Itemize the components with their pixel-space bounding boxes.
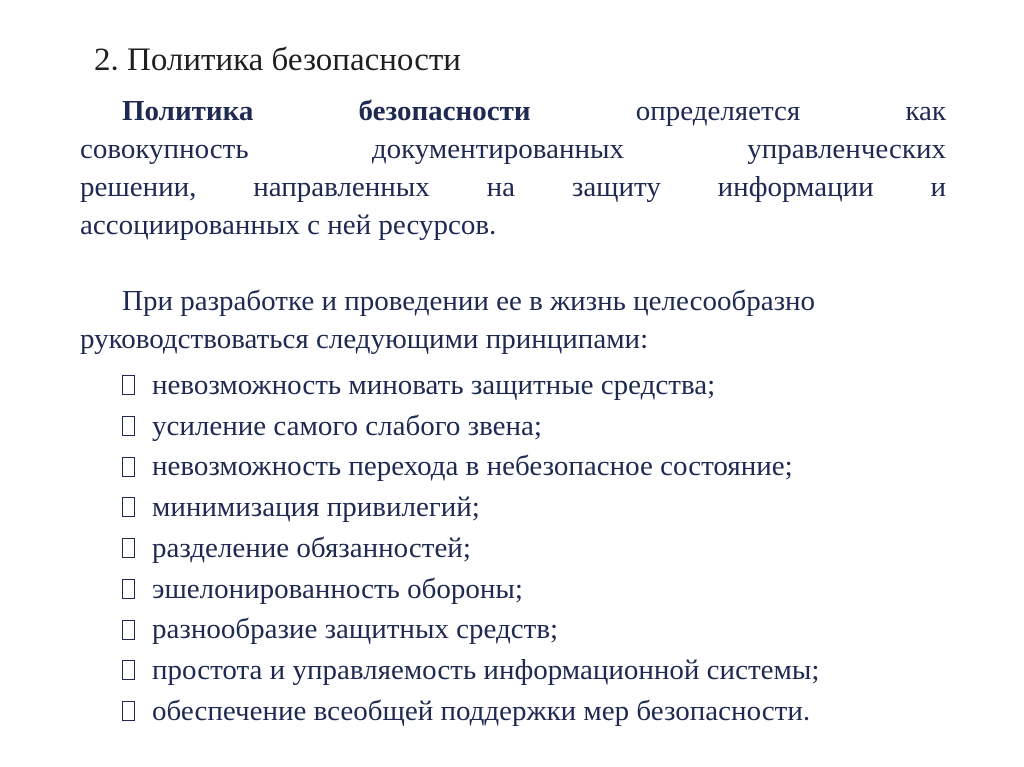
definition-word: и bbox=[930, 171, 946, 203]
definition-word: определяется bbox=[635, 95, 801, 127]
checkbox-bullet-icon bbox=[122, 416, 135, 436]
definition-word: совокупность bbox=[80, 133, 249, 165]
list-item-text: простота и управляемость информационной системы; bbox=[152, 653, 820, 686]
slide-title: 2. Политика безопасности bbox=[94, 42, 461, 78]
definition-word: направленных bbox=[253, 171, 430, 203]
list-item-text: обеспечение всеобщей поддержки мер безопасности. bbox=[152, 694, 811, 727]
checkbox-bullet-icon bbox=[122, 457, 135, 477]
list-item bbox=[122, 569, 819, 610]
list-item bbox=[122, 487, 819, 528]
definition-line-2 bbox=[80, 130, 946, 168]
definition-word: решении, bbox=[80, 171, 197, 203]
principles-intro bbox=[80, 282, 960, 358]
list-item-text: минимизация привилегий; bbox=[152, 491, 480, 524]
list-item bbox=[122, 446, 819, 487]
list-item-text: разнообразие защитных средств; bbox=[152, 613, 559, 646]
checkbox-bullet-icon bbox=[122, 375, 135, 395]
intro-line-2: руководствоваться следующими принципами: bbox=[80, 323, 649, 355]
intro-line-1: При разработке и проведении ее в жизнь целесообразно bbox=[122, 285, 816, 317]
list-item bbox=[122, 691, 819, 732]
checkbox-bullet-icon bbox=[122, 538, 135, 558]
list-item-text: разделение обязанностей; bbox=[152, 531, 471, 564]
list-item bbox=[122, 528, 819, 569]
list-item-text: эшелонированность обороны; bbox=[152, 572, 523, 605]
definition-word: документированных bbox=[371, 133, 625, 165]
term-politika: Политика bbox=[122, 95, 254, 127]
definition-word: защиту bbox=[571, 171, 661, 203]
checkbox-bullet-icon bbox=[122, 701, 135, 721]
definition-line-3 bbox=[80, 168, 946, 206]
list-item-text: усиление самого слабого звена; bbox=[152, 409, 542, 442]
definition-word: на bbox=[486, 171, 516, 203]
list-item-text: невозможность миновать защитные средства; bbox=[152, 369, 716, 401]
term-bezopasnosti: безопасности bbox=[358, 95, 531, 127]
list-item bbox=[122, 406, 819, 447]
definition-line-1 bbox=[80, 92, 946, 130]
list-item bbox=[122, 609, 819, 650]
checkbox-bullet-icon bbox=[122, 497, 135, 517]
definition-word: ассоциированных с ней ресурсов. bbox=[80, 209, 497, 241]
checkbox-bullet-icon bbox=[122, 660, 135, 680]
definition-paragraph bbox=[80, 92, 946, 244]
checkbox-bullet-icon bbox=[122, 620, 135, 640]
list-item-text: невозможность перехода в небезопасное состояние; bbox=[152, 450, 793, 483]
checkbox-bullet-icon bbox=[122, 579, 135, 599]
definition-word: информации bbox=[717, 171, 874, 203]
principles-list bbox=[122, 365, 819, 731]
list-item bbox=[122, 650, 819, 691]
definition-line-4 bbox=[80, 206, 946, 244]
definition-word: управленческих bbox=[747, 133, 946, 165]
definition-word: как bbox=[905, 95, 946, 127]
list-item bbox=[122, 365, 819, 406]
